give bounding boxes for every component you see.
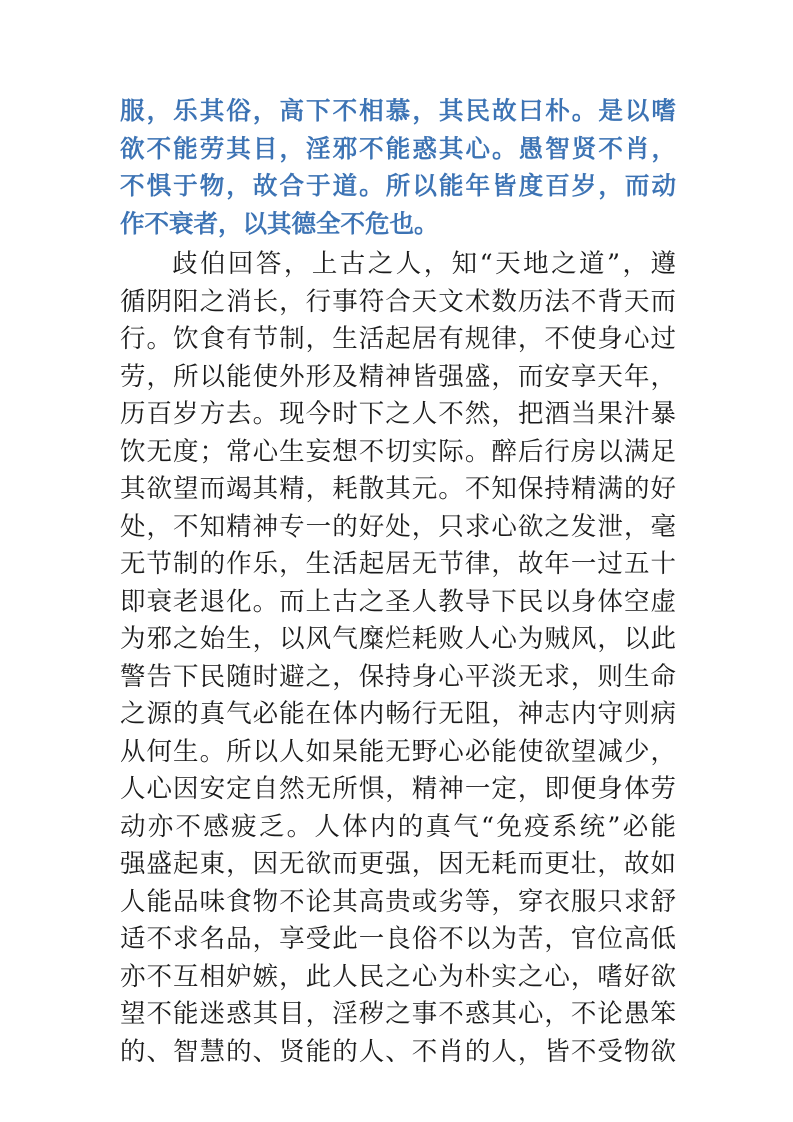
body-line: 即衰老退化。而上古之圣人教导下民以身体空虚	[120, 586, 676, 617]
classical-quote-block	[120, 92, 676, 242]
body-line: 警告下民随时避之，保持身心平淡无求，则生命	[120, 661, 676, 692]
body-line: 歧伯回答，上古之人，知“天地之道”，遵	[172, 249, 676, 279]
document-page	[120, 92, 676, 1071]
body-line: 劳，所以能使外形及精神皆强盛，而安享天年，	[120, 361, 676, 392]
body-line: 望不能迷惑其目，淫秽之事不惑其心，不论愚笨	[120, 999, 676, 1029]
body-line: 强盛起東，因无欲而更强，因无耗而更壮，故如	[120, 849, 676, 879]
body-line: 行。饮食有节制，生活起居有规律，不使身心过	[120, 324, 676, 354]
body-line: 饮无度；常心生妄想不切实际。醉后行房以满足	[120, 436, 676, 467]
body-line: 动亦不感疲乏。人体内的真气“免疫系统”必能	[120, 811, 676, 842]
body-line: 为邪之始生，以风气糜烂耗败人心为贼风，以此	[120, 624, 676, 654]
translation-paragraph	[120, 246, 676, 1071]
body-line: 亦不互相妒嫉，此人民之心为朴实之心，嗜好欲	[120, 961, 676, 992]
body-line: 人心因安定自然无所惧，精神一定，即便身体劳	[120, 774, 676, 804]
body-line: 其欲望而竭其精，耗散其元。不知保持精满的好	[120, 474, 676, 504]
body-line: 循阴阳之消长，行事符合天文术数历法不背天而	[120, 286, 676, 317]
quote-line: 服，乐其俗，高下不相慕，其民故曰朴。是以嗜	[120, 96, 676, 125]
body-line: 人能品味食物不论其高贵或劣等，穿衣服只求舒	[120, 886, 676, 917]
body-line: 从何生。所以人如杲能无野心必能使欲望减少，	[120, 736, 676, 767]
quote-line: 作不衰者，以其德全不危也。	[120, 208, 439, 238]
quote-line: 欲不能劳其目，淫邪不能惑其心。愚智贤不肖，	[120, 133, 676, 163]
body-line: 适不求名品，享受此一良俗不以为苦，官位高低	[120, 924, 676, 954]
body-line: 之源的真气必能在体内畅行无阻，神志内守则病	[120, 699, 676, 729]
body-line: 处，不知精神专一的好处，只求心欲之发泄，毫	[120, 511, 676, 542]
quote-line: 不惧于物，故合于道。所以能年皆度百岁，而动	[120, 171, 676, 200]
body-line: 无节制的作乐，生活起居无节律，故年一过五十	[120, 549, 676, 579]
body-line: 历百岁方去。现今时下之人不然，把酒当果汁暴	[120, 399, 676, 429]
body-line: 的、智慧的、贤能的人、不肖的人，皆不受物欲	[120, 1036, 676, 1067]
